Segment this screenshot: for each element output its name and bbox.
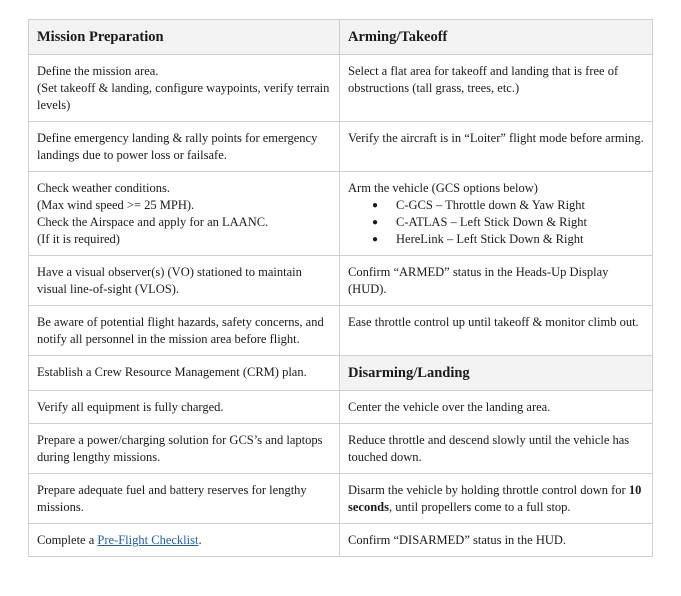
prep-item: Prepare a power/charging solution for GCS’s and laptops during lengthy missions. xyxy=(29,424,340,474)
arming-item: Ease throttle control up until takeoff & monitor climb out. xyxy=(340,306,653,356)
table-row xyxy=(29,391,653,424)
gcs-options-list xyxy=(348,197,644,248)
prep-item: Prepare adequate fuel and battery reserves for lengthy missions. xyxy=(29,474,340,524)
disarming-bold-text: 10 seconds xyxy=(348,483,642,514)
prep-item: Verify all equipment is fully charged. xyxy=(29,391,340,424)
prep-text: Complete a xyxy=(37,533,98,547)
disarming-item xyxy=(340,474,653,524)
arming-text: Arm the vehicle (GCS options below) xyxy=(348,181,538,195)
disarming-landing-header: Disarming/Landing xyxy=(340,356,653,391)
prep-text: (Max wind speed >= 25 MPH). xyxy=(37,198,195,212)
prep-text: . xyxy=(198,533,202,547)
prep-item xyxy=(29,524,340,557)
arming-item: Select a flat area for takeoff and landing that is free of obstructions (tall grass, trees, etc.) xyxy=(340,55,653,122)
table-row xyxy=(29,20,653,55)
disarming-item: Confirm “DISARMED” status in the HUD. xyxy=(340,524,653,557)
table-row xyxy=(29,524,653,557)
prep-text: Check weather conditions. xyxy=(37,181,170,195)
prep-item: Define emergency landing & rally points for emergency landings due to power loss or failsafe. xyxy=(29,122,340,172)
table-row xyxy=(29,55,653,122)
table-row xyxy=(29,424,653,474)
table-row xyxy=(29,122,653,172)
table-row xyxy=(29,306,653,356)
table-row xyxy=(29,474,653,524)
list-item: ● HereLink – Left Stick Down & Right xyxy=(396,231,644,248)
pre-flight-checklist-link[interactable]: Pre-Flight Checklist xyxy=(97,533,199,547)
disarming-text: Disarm the vehicle by holding throttle control down for xyxy=(348,483,629,497)
table-row xyxy=(29,172,653,256)
arming-item: Verify the aircraft is in “Loiter” flight mode before arming. xyxy=(340,122,653,172)
arming-item xyxy=(340,172,653,256)
disarming-text: , until propellers come to a full stop. xyxy=(388,500,571,514)
list-item: ● C-GCS – Throttle down & Yaw Right xyxy=(396,197,644,214)
table-row xyxy=(29,256,653,306)
prep-item xyxy=(29,55,340,122)
table-row xyxy=(29,356,653,391)
checklist-table xyxy=(28,19,653,557)
list-item: ● C-ATLAS – Left Stick Down & Right xyxy=(396,214,644,231)
prep-item xyxy=(29,172,340,256)
prep-item: Be aware of potential flight hazards, safety concerns, and notify all personnel in the mission area before flight. xyxy=(29,306,340,356)
prep-text: Check the Airspace and apply for an LAANC. xyxy=(37,215,269,229)
prep-item: Have a visual observer(s) (VO) stationed to maintain visual line-of-sight (VLOS). xyxy=(29,256,340,306)
prep-text: Define the mission area. xyxy=(37,64,159,78)
prep-text: (Set takeoff & landing, configure waypoints, verify terrain levels) xyxy=(37,81,330,112)
prep-item: Establish a Crew Resource Management (CRM) plan. xyxy=(29,356,340,391)
arming-item: Confirm “ARMED” status in the Heads-Up Display (HUD). xyxy=(340,256,653,306)
disarming-item: Center the vehicle over the landing area. xyxy=(340,391,653,424)
disarming-item: Reduce throttle and descend slowly until the vehicle has touched down. xyxy=(340,424,653,474)
arming-takeoff-header: Arming/Takeoff xyxy=(340,20,653,55)
mission-preparation-header: Mission Preparation xyxy=(29,20,340,55)
prep-text: (If it is required) xyxy=(37,232,120,246)
